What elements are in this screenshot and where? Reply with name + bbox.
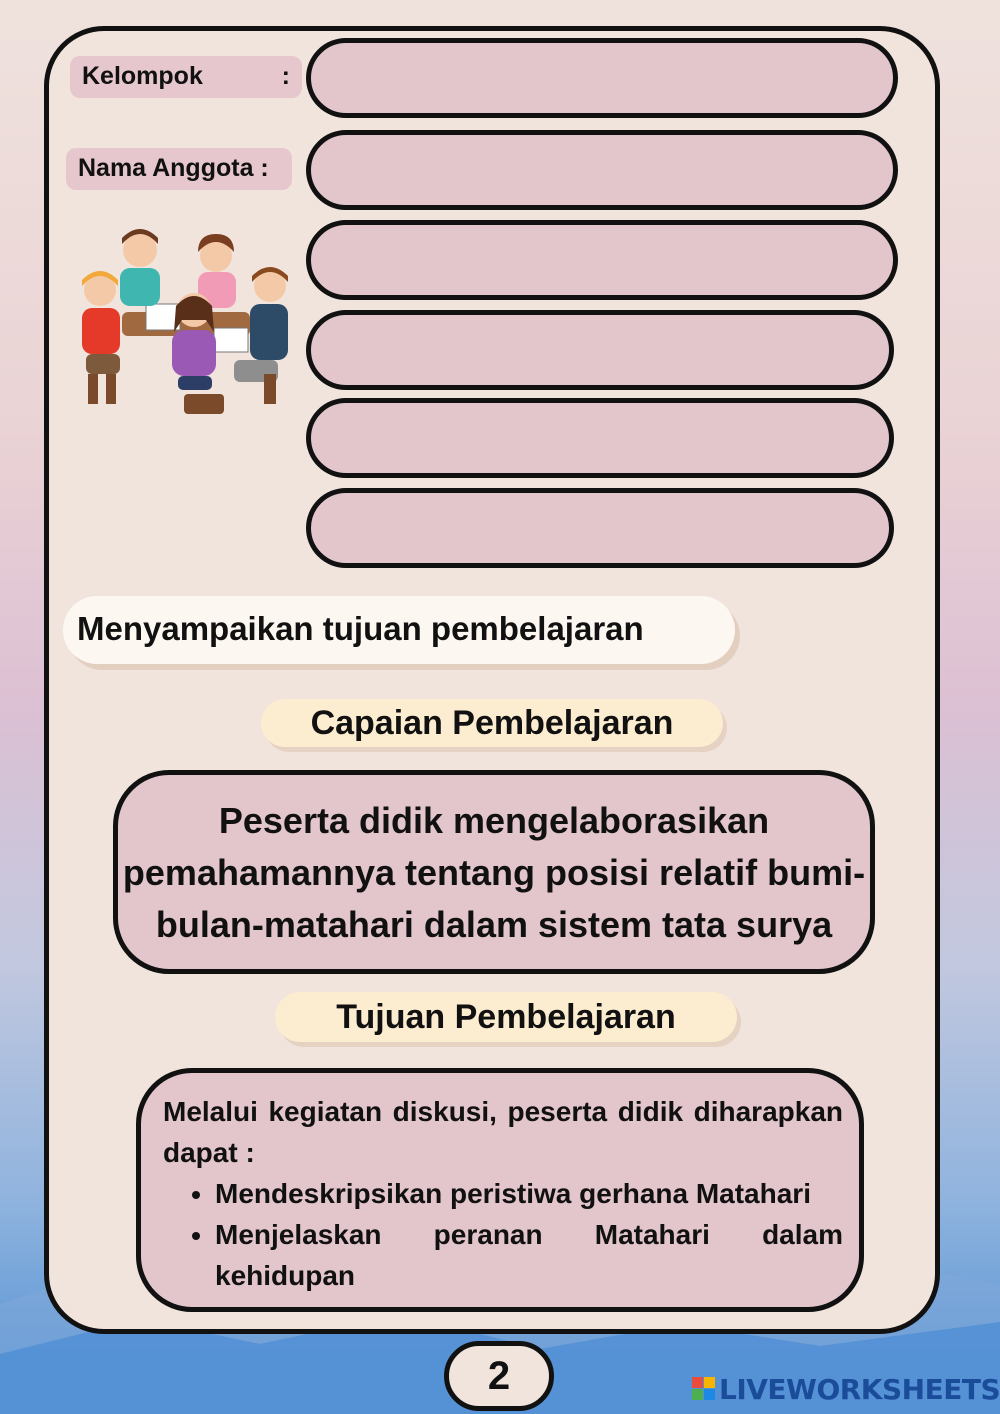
logo-square-2 bbox=[704, 1377, 715, 1388]
tujuan-intro: Melalui kegiatan diskusi, peserta didik diharapkan dapat : bbox=[163, 1096, 843, 1168]
member-field-2[interactable] bbox=[306, 220, 898, 300]
member-field-1[interactable] bbox=[306, 130, 898, 210]
group-label-text: Kelompok bbox=[82, 62, 203, 90]
capaian-box bbox=[113, 770, 875, 974]
capaian-line-3: bulan-matahari dalam sistem tata surya bbox=[155, 904, 833, 945]
tujuan-heading bbox=[275, 992, 737, 1042]
tujuan-item-2: • Menjelaskan peranan Matahari dalam kehidupan bbox=[215, 1214, 843, 1296]
logo-square-1 bbox=[692, 1377, 703, 1388]
capaian-line-1: Peserta didik mengelaborasikan bbox=[218, 800, 770, 841]
group-label-colon: : bbox=[281, 62, 290, 90]
member-field-5[interactable] bbox=[306, 488, 894, 568]
section-banner bbox=[63, 596, 735, 664]
section-banner-title: Menyampaikan tujuan pembelajaran bbox=[77, 610, 644, 647]
capaian-line-2: pemahamannya tentang posisi relatif bumi- bbox=[122, 852, 866, 893]
logo-square-3 bbox=[692, 1389, 703, 1400]
tujuan-box bbox=[136, 1068, 864, 1312]
members-label bbox=[66, 148, 292, 190]
page-number bbox=[444, 1341, 554, 1411]
members-label-text: Nama Anggota : bbox=[78, 154, 269, 182]
liveworksheets-logo-icon bbox=[692, 1377, 716, 1401]
tujuan-list bbox=[163, 1173, 843, 1296]
logo-square-4 bbox=[704, 1389, 715, 1400]
member-field-3[interactable] bbox=[306, 310, 894, 390]
tujuan-item-1: • Mendeskripsikan peristiwa gerhana Matahari bbox=[215, 1173, 843, 1214]
children-group-study-illustration bbox=[74, 224, 294, 420]
capaian-heading bbox=[261, 699, 723, 747]
capaian-heading-text: Capaian Pembelajaran bbox=[310, 704, 674, 742]
page-number-text: 2 bbox=[487, 1354, 511, 1398]
tujuan-heading-text: Tujuan Pembelajaran bbox=[336, 998, 676, 1036]
liveworksheets-wordmark: LIVEWORKSHEETS bbox=[719, 1372, 1000, 1406]
group-label bbox=[70, 56, 302, 98]
liveworksheets-brand[interactable] bbox=[692, 1372, 1000, 1406]
member-field-4[interactable] bbox=[306, 398, 894, 478]
group-name-field[interactable] bbox=[306, 38, 898, 118]
